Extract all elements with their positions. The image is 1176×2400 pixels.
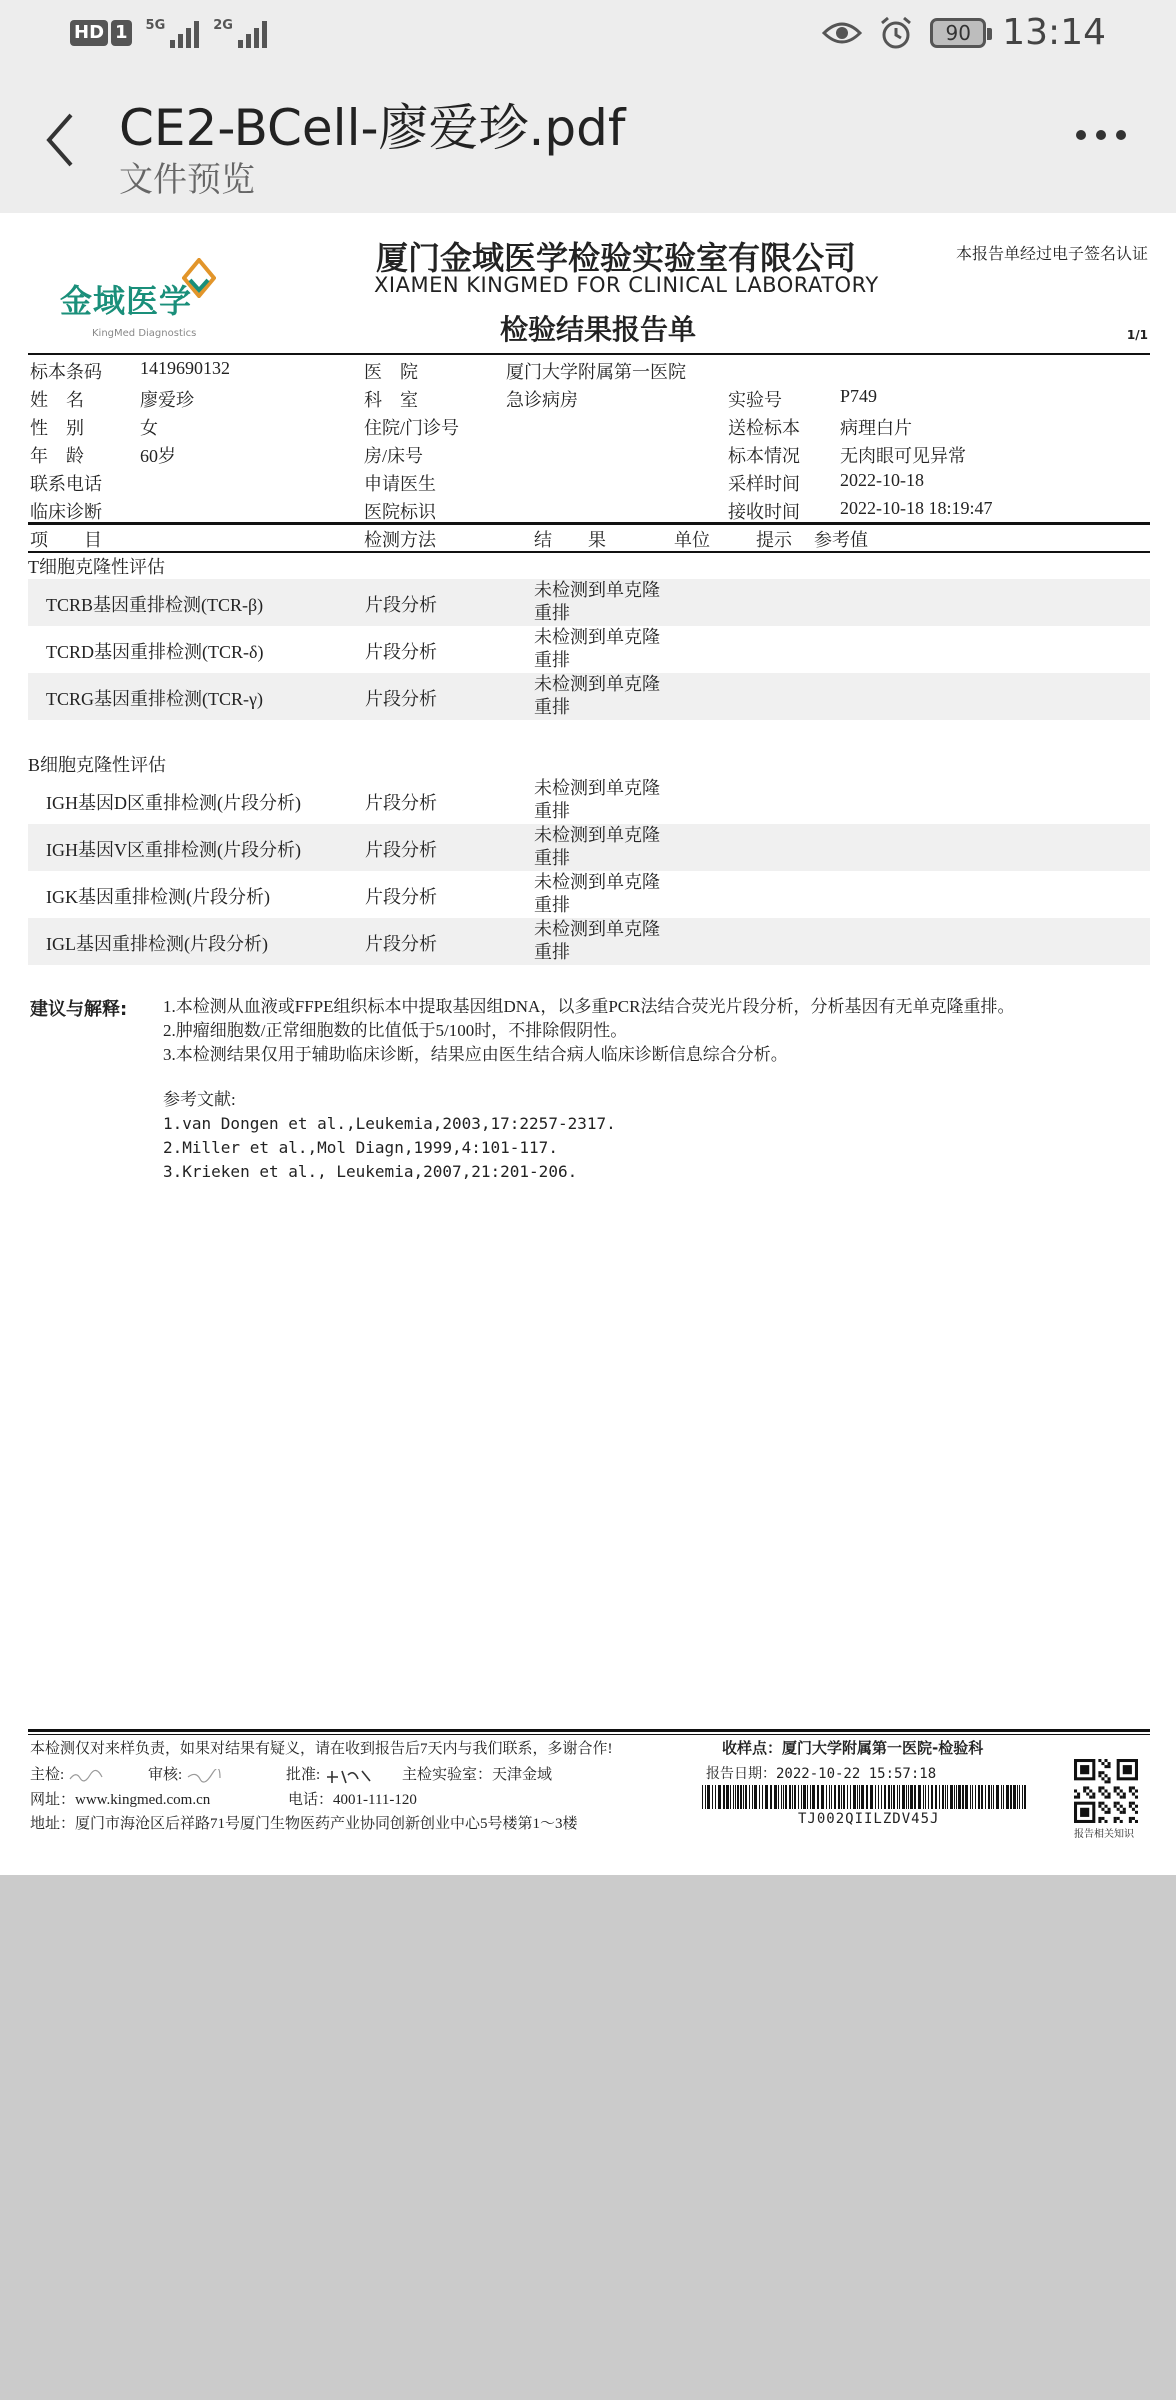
title-bar: [0, 70, 1176, 213]
divider: [28, 1729, 1150, 1732]
report-date: 报告日期：2022-10-22 15:57:18: [706, 1766, 937, 1782]
tester-signature: [68, 1769, 104, 1783]
kingmed-logo: 金域医学 KingMed Diagnostics: [60, 258, 220, 348]
divider: [28, 551, 1150, 553]
approver: 批准:: [286, 1763, 374, 1785]
website: 网址：www.kingmed.com.cn: [30, 1792, 211, 1808]
approver-signature: [324, 1767, 374, 1785]
reviewer: 审核:: [148, 1763, 222, 1784]
lab-name-en: XIAMEN KINGMED FOR CLINICAL LABORATORY: [374, 273, 879, 297]
section-title-t: T细胞克隆性评估: [28, 557, 165, 577]
barcode-text: TJ002QIILZDV45J: [798, 1811, 940, 1827]
hd-icon: HD 1: [70, 20, 132, 46]
advice-label: 建议与解释:: [30, 999, 128, 1020]
table-row: IGH基因V区重排检测(片段分析) 片段分析 未检测到单克隆 重排: [28, 824, 1150, 871]
info-row: 临床诊断 医院标识 接收时间 2022-10-18 18:19:47: [30, 498, 993, 522]
back-arrow-icon: [45, 111, 75, 169]
more-icon: [1076, 130, 1086, 140]
esign-note: 本报告单经过电子签名认证: [955, 244, 1148, 263]
advice-text: 1.本检测从血液或FFPE组织标本中提取基因组DNA，以多重PCR法结合荧光片段分析，分析基因有无单克隆重排。 2.肿瘤细胞数/正常细胞数的比值低于5/100时，不排除假阴性。 3.本检测结果仅用于辅助临床诊断，结果应由医生结合病人临床诊断信息综合分析。: [163, 997, 1015, 1064]
info-row: 联系电话 申请医生 采样时间 2022-10-18: [30, 470, 924, 494]
main-lab: 主检实验室：天津金域: [402, 1767, 553, 1783]
report-title: 检验结果报告单: [500, 313, 697, 346]
signal-5g-icon: 5G: [146, 18, 200, 48]
qr-code[interactable]: [1074, 1759, 1138, 1823]
table-row: IGL基因重排检测(片段分析) 片段分析 未检测到单克隆 重排: [28, 918, 1150, 965]
battery-icon: [930, 18, 986, 48]
section-title-b: B细胞克隆性评估: [28, 755, 167, 775]
status-bar: [0, 0, 1176, 70]
lab-name-cn: 厦门金域医学检验实验室有限公司: [376, 239, 857, 277]
eye-icon: [822, 19, 862, 47]
table-row: TCRD基因重排检测(TCR-δ) 片段分析 未检测到单克隆 重排: [46, 627, 660, 670]
pdf-page[interactable]: [0, 213, 1176, 1875]
address: 地址：厦门市海沧区后祥路71号厦门生物医药产业协同创新创业中心5号楼第1～3楼: [30, 1816, 578, 1832]
more-options-button[interactable]: [1076, 130, 1126, 140]
barcode: [702, 1785, 1029, 1809]
reviewer-signature: [186, 1769, 222, 1783]
battery-level: 90: [945, 20, 971, 45]
document-title: CE2-BCell-廖爱珍.pdf: [119, 99, 626, 157]
table-row: IGH基因D区重排检测(片段分析) 片段分析 未检测到单克隆 重排: [46, 778, 660, 821]
table-row: IGK基因重排检测(片段分析) 片段分析 未检测到单克隆 重排: [46, 872, 660, 915]
phone: 电话：4001-111-120: [288, 1792, 417, 1808]
logo-mark-icon: [182, 258, 216, 298]
info-row: 姓 名 廖爱珍 科 室 急诊病房 实验号 P749: [30, 386, 878, 410]
disclaimer: 本检测仅对来样负责，如果对结果有疑义，请在收到报告后7天内与我们联系，多谢合作!: [30, 1741, 613, 1757]
page-number: 1/1: [1126, 328, 1148, 342]
qr-label: 报告相关知识: [1074, 1829, 1134, 1840]
document-subtitle: 文件预览: [119, 160, 255, 200]
signal-2g-icon: 2G: [213, 18, 267, 48]
divider: [28, 1734, 1150, 1735]
table-row: TCRB基因重排检测(TCR-β) 片段分析 未检测到单克隆 重排: [28, 579, 1150, 626]
info-row: 性 别 女 住院/门诊号 送检标本 病理白片: [30, 418, 912, 438]
info-row: 标本条码 1419690132 医 院 厦门大学附属第一医院: [30, 358, 686, 382]
alarm-icon: [878, 15, 914, 51]
table-header: 项 目 检测方法 结 果 单位 提示 参考值: [30, 530, 868, 550]
info-row: 年 龄 60岁 房/床号 标本情况 无肉眼可见异常: [30, 446, 966, 466]
tester: 主检:: [30, 1763, 104, 1784]
table-row: TCRG基因重排检测(TCR-γ) 片段分析 未检测到单克隆 重排: [28, 673, 1150, 720]
collect-point: 收样点：厦门大学附属第一医院-检验科: [722, 1739, 984, 1757]
references: 参考文献: 1.van Dongen et al.,Leukemia,2003,17:2257-2317. 2.Miller et al.,Mol Diagn,1999,4:101-117. 3.Krieken et al., Leukemia,2007,21:201-206.: [163, 1090, 616, 1181]
clock: 13:14: [1002, 12, 1106, 53]
viewer-background: [0, 1875, 1176, 2400]
back-button[interactable]: [30, 100, 90, 180]
